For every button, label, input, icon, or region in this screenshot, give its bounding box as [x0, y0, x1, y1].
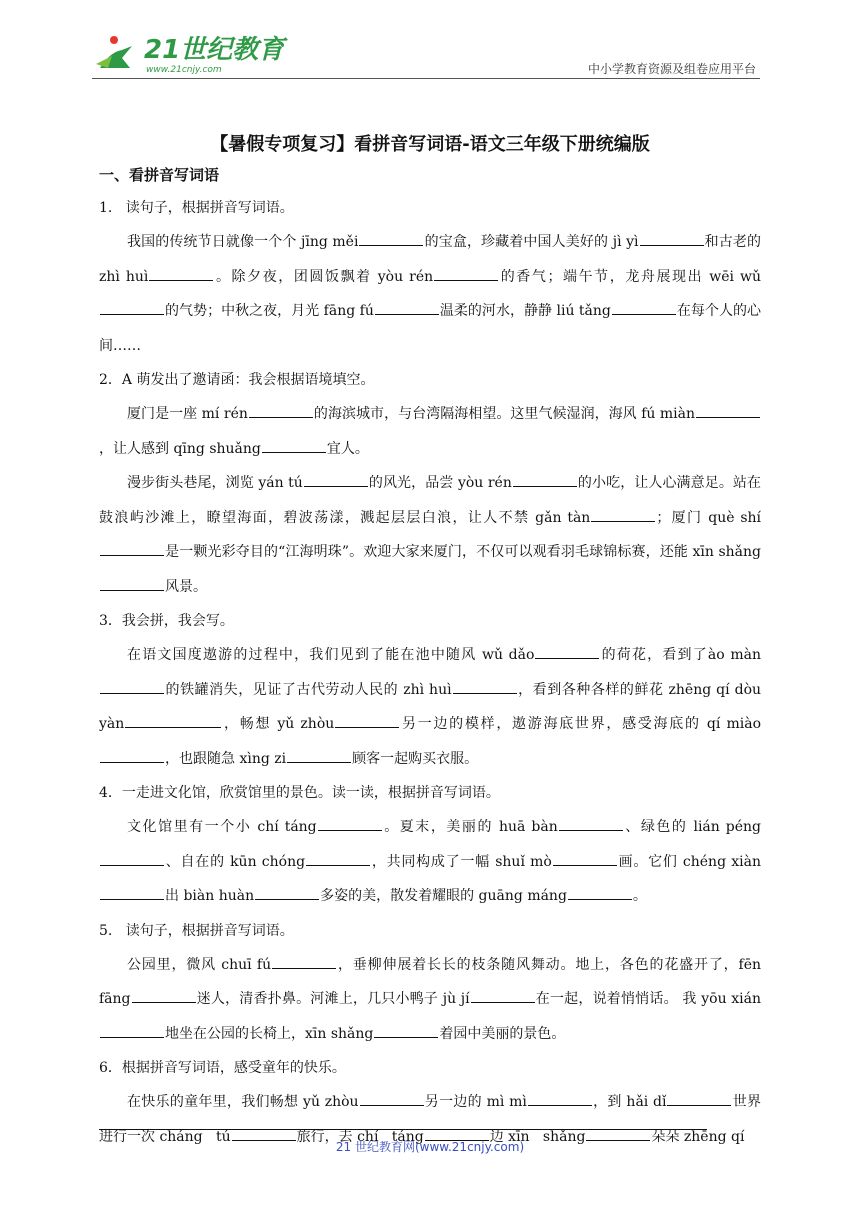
answer-blank[interactable]: [262, 438, 326, 453]
answer-blank[interactable]: [360, 1091, 424, 1106]
question-6-heading: 6．根据拼音写词语，感受童年的快乐。: [99, 1060, 346, 1076]
answer-blank[interactable]: [696, 403, 760, 418]
answer-blank[interactable]: [100, 1023, 164, 1038]
answer-blank[interactable]: [568, 885, 632, 900]
header-divider: [92, 78, 760, 79]
answer-blank[interactable]: [471, 988, 535, 1003]
worksheet-body: [99, 164, 761, 1154]
answer-blank[interactable]: [149, 266, 213, 281]
question-2-heading: 2．A 萌发出了邀请函：我会根据语境填空。: [99, 372, 375, 388]
answer-blank[interactable]: [513, 472, 577, 487]
answer-blank[interactable]: [100, 300, 164, 315]
page-title: 【暑假专项复习】看拼音写词语-语文三年级下册统编版: [210, 134, 650, 155]
question-2-para-2: 漫步街头巷尾，浏览 yán tú 的风光，品尝 yòu rén 的小吃，让人心满意足。站在鼓浪屿沙滩上，瞭望海面，碧波荡漾，溅起层层白浪，让人不禁 gǎn tàn ；厦门 què shí是一颗光彩夺目的“江海明珠”。欢迎大家来厦门，不仅可以观看羽毛球锦标赛，还能 xīn shǎng风景。: [99, 466, 761, 604]
answer-blank[interactable]: [559, 816, 623, 831]
answer-blank[interactable]: [255, 885, 319, 900]
answer-blank[interactable]: [453, 679, 517, 694]
answer-blank[interactable]: [249, 403, 313, 418]
question-1-text: 我国的传统节日就像一个个 jīng měi 的宝盒，珍藏着中国人美好的 jì yì 和古老的 zhì huì 。除夕夜，团圆饭飘着 yòu rén 的香气；端午节，龙舟展现出 wēi wǔ的气势；中秋之夜，月光 fāng fú 温柔的河水，静静 liú tǎng 在每个人的心间……: [99, 225, 761, 363]
footer-link[interactable]: 21 世纪教育网(www.21cnjy.com): [335, 1140, 525, 1154]
platform-name: 中小学教育资源及组卷应用平台: [587, 62, 756, 76]
answer-blank[interactable]: [132, 988, 196, 1003]
answer-blank[interactable]: [304, 472, 368, 487]
answer-blank[interactable]: [591, 507, 655, 522]
question-5-text: 公园里，微风 chuī fú ，垂柳伸展着长长的枝条随风舞动。地上，各色的花盛开了，fēn fāng 迷人，清香扑鼻。河滩上，几只小鸭子 jù jí 在一起，说着悄悄话。 我 yōu xián地坐在公园的长椅上，xīn shǎng 着园中美丽的景色。: [99, 948, 761, 1052]
answer-blank[interactable]: [318, 816, 382, 831]
answer-blank[interactable]: [612, 300, 676, 315]
answer-blank[interactable]: [100, 885, 164, 900]
answer-blank[interactable]: [434, 266, 498, 281]
answer-blank[interactable]: [640, 231, 704, 246]
answer-blank[interactable]: [125, 713, 221, 728]
answer-blank[interactable]: [359, 231, 423, 246]
answer-blank[interactable]: [272, 954, 336, 969]
answer-blank[interactable]: [306, 851, 370, 866]
logo: [92, 28, 285, 76]
answer-blank[interactable]: [528, 1091, 592, 1106]
answer-blank[interactable]: [100, 679, 164, 694]
answer-blank[interactable]: [375, 300, 439, 315]
footer-divider: [99, 1129, 707, 1130]
logo-graphic: [92, 28, 285, 76]
question-5-heading: 5. 读句子，根据拼音写词语。: [99, 922, 294, 939]
question-2-para-1: 厦门是一座 mí rén 的海滨城市，与台湾隔海相望。这里气候湿润，海风 fú miàn，让人感到 qīng shuǎng 宜人。: [99, 397, 761, 466]
answer-blank[interactable]: [374, 1023, 438, 1038]
answer-blank[interactable]: [553, 851, 617, 866]
question-4-text: 文化馆里有一个小 chí táng 。夏末，美丽的 huā bàn 、绿色的 lián péng、自在的 kūn chóng ，共同构成了一幅 shuǐ mò 画。它们 chéng xiàn出 biàn huàn 多姿的美，散发着耀眼的 guāng máng 。: [99, 810, 761, 914]
question-3-text: 在语文国度遨游的过程中，我们见到了能在池中随风 wǔ dǎo 的荷花，看到了ào màn的铁罐消失，见证了古代劳动人民的 zhì huì ，看到各种各样的鲜花 zhēng qí dòu yàn ，畅想 yǔ zhòu 另一边的模样，遨游海底世界，感受海底的 qí miào，也跟随急 xìng zi 顾客一起购买衣服。: [99, 638, 761, 776]
answer-blank[interactable]: [100, 748, 164, 763]
answer-blank[interactable]: [100, 576, 164, 591]
answer-blank[interactable]: [287, 748, 351, 763]
question-4-heading: 4．一走进文化馆，欣赏馆里的景色。读一读，根据拼音写词语。: [99, 785, 500, 801]
answer-blank[interactable]: [667, 1091, 731, 1106]
svg-text:21世纪教育: 21世纪教育: [144, 35, 285, 65]
question-1-heading: 1. 读句子，根据拼音写词语。: [99, 200, 294, 216]
svg-text:www.21cnjy.com: www.21cnjy.com: [146, 65, 222, 75]
answer-blank[interactable]: [335, 713, 399, 728]
question-6-text: 在快乐的童年里，我们畅想 yǔ zhòu 另一边的 mì mì ，到 hǎi dǐ 世界进行一次 cháng tú 旅行，去 chí táng 边 xīn shǎng 朵朵 zhēng qí: [99, 1085, 761, 1154]
question-3-heading: 3．我会拼，我会写。: [99, 613, 234, 629]
answer-blank[interactable]: [100, 851, 164, 866]
answer-blank[interactable]: [535, 644, 599, 659]
section-heading: 一、看拼音写词语: [99, 166, 220, 184]
answer-blank[interactable]: [100, 541, 164, 556]
page-header: [92, 28, 762, 78]
